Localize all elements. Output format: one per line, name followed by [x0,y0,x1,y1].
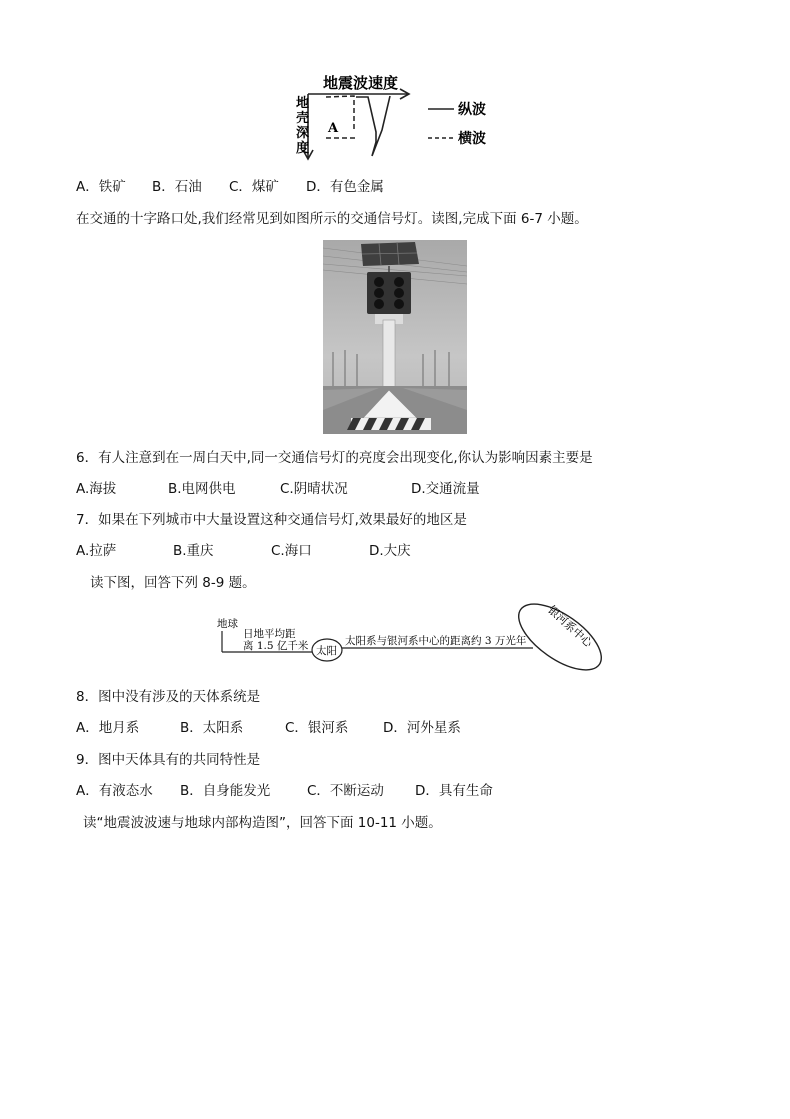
q9-stem: 9．图中天体具有的共同特性是 [76,752,261,768]
depth-char-2: 壳 [296,111,310,126]
sun-galaxy-distance-label: 太阳系与银河系中心的距离约 3 万光年 [345,635,527,647]
q8-stem: 8．图中没有涉及的天体系统是 [76,689,261,705]
depth-char-4: 度 [296,141,310,156]
intro-10-11: 读“地震波波速与地球内部构造图”，回答下面 10-11 小题。 [83,815,442,831]
q8-option-d: D．河外星系 [383,720,461,736]
seismic-wave-diagram [296,72,496,162]
depth-char-3: 深 [296,126,310,141]
q9-option-b: B．自身能发光 [180,783,271,799]
intro-6-7: 在交通的十字路口处,我们经常见到如图所示的交通信号灯。读图,完成下面 6-7 小题。 [76,211,588,227]
legend-s-label: 横波 [458,131,486,147]
q6-stem: 6．有人注意到在一周白天中,同一交通信号灯的亮度会出现变化,你认为影响因素主要是 [76,450,593,466]
solar-panel-icon [361,242,419,266]
q9-option-c: C．不断运动 [307,783,384,799]
q5-option-c: C．煤矿 [229,179,279,195]
intro-8-9: 读下图，回答下列 8-9 题。 [90,575,256,591]
q7-option-c: C.海口 [271,543,312,559]
q5-option-b: B．石油 [152,179,202,195]
traffic-light-photo [323,240,467,434]
q6-option-d: D.交通流量 [411,481,480,497]
q5-option-a: A．铁矿 [76,179,126,195]
q6-option-c: C.阴晴状况 [280,481,348,497]
legend-p-label: 纵波 [458,102,486,118]
q7-option-b: B.重庆 [173,543,214,559]
q6-option-b: B.电网供电 [168,481,236,497]
galaxy-center-label: 银河系中心 [545,603,595,650]
q9-option-d: D．具有生命 [415,783,493,799]
q6-option-a: A.海拔 [76,481,117,497]
signal-heads-icon [367,272,411,314]
sun-label: 太阳 [316,645,337,657]
p-wave-curve [356,96,390,156]
depth-char-1: 地 [296,96,310,111]
q8-option-a: A．地月系 [76,720,140,736]
q9-option-a: A．有液态水 [76,783,153,799]
point-a-label: A [328,121,339,136]
q7-stem: 7．如果在下列城市中大量设置这种交通信号灯,效果最好的地区是 [76,512,467,528]
q7-option-a: A.拉萨 [76,543,117,559]
q8-option-c: C．银河系 [285,720,349,736]
q8-option-b: B．太阳系 [180,720,244,736]
earth-label: 地球 [217,618,238,630]
earth-sun-distance-line2: 离 1.5 亿千米 [243,640,309,652]
q7-option-d: D.大庆 [369,543,411,559]
speed-axis-label: 地震波速度 [323,74,399,92]
hazard-stripes [347,418,431,430]
celestial-distance-diagram [215,600,605,680]
earth-sun-distance-line1: 日地平均距 [243,628,296,640]
q5-option-d: D．有色金属 [306,179,384,195]
